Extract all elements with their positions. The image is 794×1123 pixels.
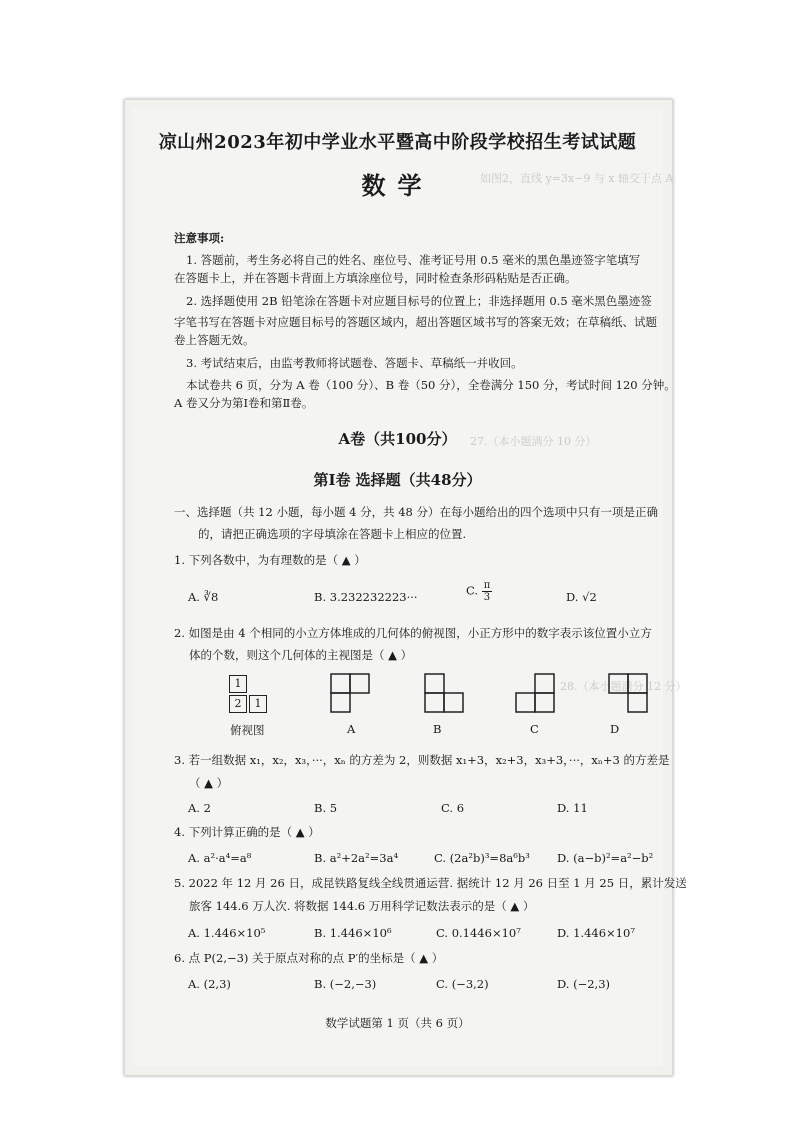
note-1-line-1: 1. 答题前，考生务必将自己的姓名、座位号、准考证号用 0.5 毫米的黑色墨迹签字笔填写 xyxy=(186,253,641,267)
part-1-heading: 第Ⅰ卷 选择题（共48分） xyxy=(313,471,482,489)
question-4-option-a: A. a²·a⁴=a⁸ xyxy=(188,851,252,865)
exam-title: 凉山州2023年初中学业水平暨高中阶段学校招生考试试题 xyxy=(158,132,637,153)
question-5-stem-line-2: 旅客 144.6 万人次. 将数据 144.6 万用科学记数法表示的是（ ▲ ） xyxy=(189,899,535,913)
question-6-option-d: D. (−2,3) xyxy=(557,977,611,991)
top-view-figure xyxy=(229,675,275,717)
question-5-option-b: B. 1.446×10⁶ xyxy=(314,926,392,940)
question-3-option-c: C. 6 xyxy=(441,801,465,815)
top-view-cell: 2 xyxy=(229,695,247,713)
question-6-option-b: B. (−2,−3) xyxy=(314,977,377,991)
top-view-label: 俯视图 xyxy=(230,723,265,737)
note-1-line-2: 在答题卡上，并在答题卡背面上方填涂座位号，同时检查条形码粘贴是否正确。 xyxy=(174,271,577,285)
top-view-cell: 1 xyxy=(229,675,247,693)
exam-info-line-1: 本试卷共 6 页，分为 A 卷（100 分）、B 卷（50 分），全卷满分 150 分，考试时间 120 分钟。 xyxy=(186,378,676,392)
question-2-stem-line-1: 2. 如图是由 4 个相同的小立方体堆成的几何体的俯视图，小正方形中的数字表示该位置小立方 xyxy=(174,626,652,640)
question-6-stem: 6. 点 P(2,−3) 关于原点对称的点 P′的坐标是（ ▲ ） xyxy=(174,951,444,965)
option-d-figure xyxy=(608,673,650,717)
question-1-stem: 1. 下列各数中，为有理数的是（ ▲ ） xyxy=(174,553,366,567)
option-b-figure xyxy=(424,673,466,717)
option-d-label: D xyxy=(610,722,620,736)
question-4-option-d: D. (a−b)²=a²−b² xyxy=(557,851,654,865)
note-2-line-1: 2. 选择题使用 2B 铅笔涂在答题卡对应题目标号的位置上；非选择题用 0.5 毫米黑色墨迹签 xyxy=(186,294,652,308)
notes-heading: 注意事项: xyxy=(174,231,225,245)
note-2-line-3: 卷上答题无效。 xyxy=(174,333,255,347)
section-a-heading: A卷（共100分） xyxy=(338,430,457,448)
question-6-option-c: C. (−3,2) xyxy=(436,977,489,991)
question-5-stem-line-1: 5. 2022 年 12 月 26 日，成昆铁路复线全线贯通运营. 据统计 12 月 26 日至 1 月 25 日，累计发送 xyxy=(174,876,687,890)
question-4-stem: 4. 下列计算正确的是（ ▲ ） xyxy=(174,825,320,839)
instructions-line-1: 一、选择题（共 12 小题，每小题 4 分，共 48 分）在每小题给出的四个选项中只有一项是正确 xyxy=(174,505,659,519)
exam-info-line-2: A 卷又分为第Ⅰ卷和第Ⅱ卷。 xyxy=(174,396,314,410)
option-a-label: A xyxy=(347,722,356,736)
bleed-through-text: 28.（本小题满分 12 分） xyxy=(560,680,687,693)
exam-paper xyxy=(132,108,663,1066)
question-1-option-c: C. $\frac{\pi}{3}$ xyxy=(466,580,491,603)
question-1-option-a: A. ∛8 xyxy=(188,590,219,604)
question-1-option-d: D. √2 xyxy=(566,590,597,604)
question-3-option-d: D. 11 xyxy=(557,801,588,815)
top-view-cell: 1 xyxy=(249,695,267,713)
page-footer: 数学试题第 1 页（共 6 页） xyxy=(325,1016,470,1030)
question-5-option-a: A. 1.446×10⁵ xyxy=(188,926,266,940)
question-2-stem-line-2: 体的个数，则这个几何体的主视图是（ ▲ ） xyxy=(189,648,413,662)
question-5-option-d: D. 1.446×10⁷ xyxy=(557,926,635,940)
question-5-option-c: C. 0.1446×10⁷ xyxy=(436,926,521,940)
question-3-option-b: B. 5 xyxy=(314,801,338,815)
option-c-label: C xyxy=(530,722,539,736)
option-c-figure xyxy=(515,673,557,717)
instructions-line-2: 的，请把正确选项的字母填涂在答题卡上相应的位置. xyxy=(198,527,467,541)
question-3-stem-line-1: 3. 若一组数据 x₁，x₂，x₃，···，xₙ 的方差为 2，则数据 x₁+3，x₂+3，x₃+3，···，xₙ+3 的方差是 xyxy=(174,753,670,767)
question-3-stem-line-2: （ ▲ ） xyxy=(189,776,229,790)
note-2-line-2: 字笔书写在答题卡对应题目标号的答题区域内，超出答题区域书写的答案无效；在草稿纸、试题 xyxy=(174,315,657,329)
question-1-option-b: B. 3.232232223··· xyxy=(314,590,418,604)
question-4-option-c: C. (2a²b)³=8a⁶b³ xyxy=(434,851,530,865)
question-6-option-a: A. (2,3) xyxy=(188,977,231,991)
option-b-label: B xyxy=(433,722,442,736)
note-3: 3. 考试结束后，由监考教师将试题卷、答题卡、草稿纸一并收回。 xyxy=(186,356,523,370)
question-4-option-b: B. a²+2a²=3a⁴ xyxy=(314,851,399,865)
bleed-through-text: 27.（本小题满分 10 分） xyxy=(470,435,597,448)
subject-title: 数学 xyxy=(361,171,434,200)
option-a-figure xyxy=(330,673,372,717)
question-3-option-a: A. 2 xyxy=(188,801,211,815)
bleed-through-text: 如图2，直线 y=3x−9 与 x 轴交于点 A xyxy=(480,172,674,185)
